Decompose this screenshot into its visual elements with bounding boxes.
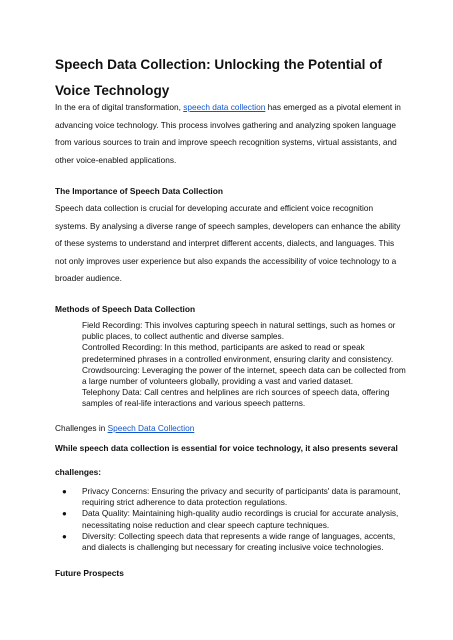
methods-item: Crowdsourcing: Leveraging the power of the internet, speech data can be collected from a large number of volunteers globally, providing a vast and varied dataset.: [82, 364, 406, 387]
intro-text-before: In the era of digital transformation,: [55, 102, 184, 112]
challenges-prefix: Challenges in: [55, 423, 108, 433]
importance-heading: The Importance of Speech Data Collection: [55, 186, 223, 196]
importance-paragraph: Speech data collection is crucial for developing accurate and efficient voice recognition systems. By analysing a diverse range of speech samples, developers can enhance the ability of these systems to understand and interpret different accents, dialects, and languages. This not only improves user experience but also expands the accessibility of voice technology to a broader audience.: [55, 203, 401, 284]
bullet-icon: ●: [62, 531, 67, 541]
bullet-icon: ●: [62, 509, 67, 519]
methods-item: Controlled Recording: In this method, participants are asked to read or speak predetermined phrases in a controlled environment, ensuring clarity and consistency.: [82, 342, 394, 364]
intro-paragraph: [55, 99, 405, 169]
future-heading: Future Prospects: [55, 568, 124, 578]
challenges-link[interactable]: Speech Data Collection: [107, 423, 195, 433]
challenges-list: [55, 486, 405, 553]
methods-item: Field Recording: This involves capturing speech in natural settings, such as homes or public places, to collect authentic and diverse samples.: [82, 320, 396, 342]
speech-data-collection-link[interactable]: speech data collection: [183, 102, 266, 112]
list-item: [55, 486, 405, 508]
intro-text-after: has emerged as a pivotal element in advancing voice technology. This process involves gathering and analyzing spoken language from various sources to train and improve speech recognition systems, virtual assistants, and other voice-enabled applications.: [55, 102, 401, 165]
list-item: [55, 531, 405, 553]
list-item-text: Data Quality: Maintaining high-quality audio recordings is crucial for accurate analysis, necessitating noise reduction and clear speech capture techniques.: [82, 508, 399, 530]
list-item: [55, 508, 405, 530]
methods-heading: Methods of Speech Data Collection: [55, 304, 196, 314]
methods-list: [82, 320, 412, 410]
bullet-icon: ●: [62, 487, 67, 496]
page-title: Speech Data Collection: Unlocking the Potential of Voice Technology: [55, 57, 383, 98]
methods-item: Telephony Data: Call centres and helplines are rich sources of speech data, offering samples of real-life interactions and various speech patterns.: [82, 387, 390, 409]
challenges-line: [55, 420, 405, 438]
challenges-intro: While speech data collection is essential for voice technology, it also presents several challenges:: [55, 443, 398, 477]
list-item-text: Diversity: Collecting speech data that represents a wide range of languages, accents, and dialects is challenging but necessary for creating inclusive voice technologies.: [82, 530, 396, 553]
list-item-text: Privacy Concerns: Ensuring the privacy and security of participants' data is paramount, requiring strict adherence to data protection regulations.: [82, 486, 401, 508]
